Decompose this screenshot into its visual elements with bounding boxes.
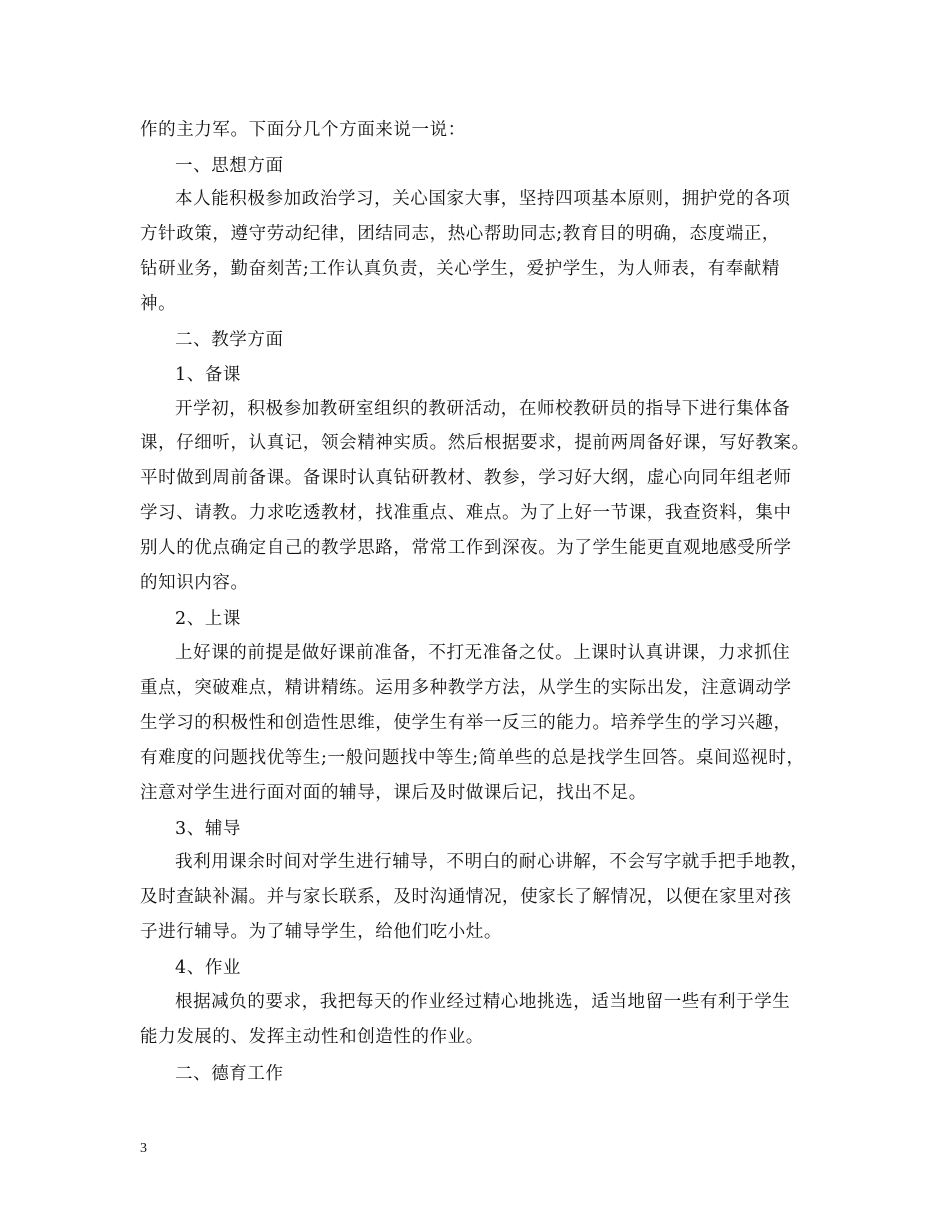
subsection-heading: 3、辅导 (175, 819, 242, 839)
paragraph-line: 上好课的前提是做好课前准备，不打无准备之仗。上课时认真讲课，力求抓住 (175, 643, 791, 663)
section-heading: 二、教学方面 (175, 330, 284, 350)
paragraph-line: 神。 (140, 294, 177, 314)
subsection-heading: 2、上课 (175, 609, 242, 629)
paragraph-line: 开学初，积极参加教研室组织的教研活动，在师校教研员的指导下进行集体备 (175, 399, 791, 419)
paragraph-line: 的知识内容。 (140, 573, 249, 593)
paragraph-line: 方针政策，遵守劳动纪律，团结同志，热心帮助同志;教育目的明确，态度端正， (140, 224, 780, 244)
subsection-heading: 4、作业 (175, 958, 242, 978)
text-line: 作的主力军。下面分几个方面来说一说： (140, 120, 466, 140)
paragraph-line: 别人的优点确定自己的教学思路，常常工作到深夜。为了学生能更直观地感受所学 (140, 538, 792, 558)
paragraph-line: 有难度的问题找优等生;一般问题找中等生;简单些的总是找学生回答。桌间巡视时， (140, 748, 805, 768)
paragraph-line: 钻研业务，勤奋刻苦;工作认真负责，关心学生，爱护学生，为人师表，有奉献精 (140, 259, 780, 279)
section-heading: 二、德育工作 (175, 1064, 284, 1084)
paragraph-line: 我利用课余时间对学生进行辅导，不明白的耐心讲解，不会写字就手把手地教， (175, 852, 809, 872)
paragraph-line: 平时做到周前备课。备课时认真钻研教材、教参，学习好大纲，虚心向同年组老师 (140, 468, 792, 488)
paragraph-line: 子进行辅导。为了辅导学生，给他们吃小灶。 (140, 922, 502, 942)
paragraph-line: 课，仔细听，认真记，领会精神实质。然后根据要求，提前两周备好课，写好教案。 (140, 433, 810, 453)
paragraph-line: 生学习的积极性和创造性思维，使学生有举一反三的能力。培养学生的学习兴趣， (140, 713, 792, 733)
paragraph-line: 重点，突破难点，精讲精练。运用多种教学方法，从学生的实际出发，注意调动学 (140, 678, 792, 698)
paragraph-line: 及时查缺补漏。并与家长联系，及时沟通情况，使家长了解情况，以便在家里对孩 (140, 887, 792, 907)
paragraph-line: 根据减负的要求，我把每天的作业经过精心地挑选，适当地留一些有利于学生 (175, 992, 791, 1012)
paragraph-line: 本人能积极参加政治学习，关心国家大事，坚持四项基本原则，拥护党的各项 (175, 189, 791, 209)
page-number: 3 (140, 1141, 147, 1156)
paragraph-line: 能力发展的、发挥主动性和创造性的作业。 (140, 1027, 484, 1047)
paragraph-line: 注意对学生进行面对面的辅导，课后及时做课后记，找出不足。 (140, 783, 647, 803)
subsection-heading: 1、备课 (175, 365, 242, 385)
paragraph-line: 学习、请教。力求吃透教材，找准重点、难点。为了上好一节课，我查资料，集中 (140, 503, 792, 523)
section-heading: 一、思想方面 (175, 156, 284, 176)
